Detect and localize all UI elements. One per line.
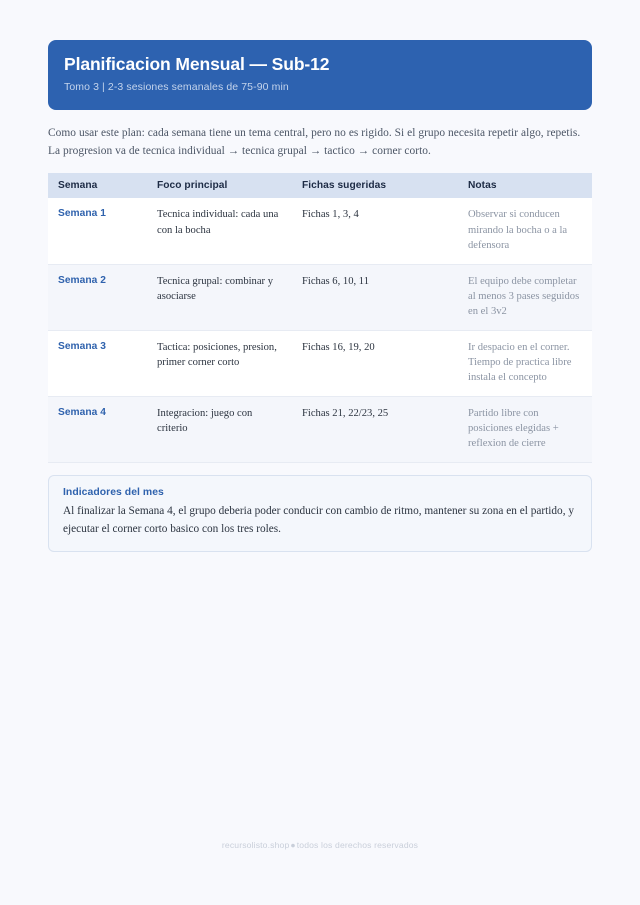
cell-foco: Tecnica individual: cada una con la bocha: [147, 198, 292, 264]
monthly-plan-table: [48, 173, 592, 462]
indicators-callout: [48, 475, 592, 553]
table-row: [48, 198, 592, 264]
callout-body: Al finalizar la Semana 4, el grupo deberia poder conducir con cambio de ritmo, mantener su zona en el partido, y ejecutar el corner corto basico con los tres roles.: [63, 504, 574, 536]
cell-notas: Partido libre con posiciones elegidas + reflexion de cierre: [458, 396, 592, 462]
header-banner: [48, 40, 592, 110]
table-body: [48, 198, 592, 462]
footer-site: recursolisto.shop: [221, 840, 290, 850]
cell-fichas: Fichas 1, 3, 4: [292, 198, 458, 264]
cell-semana: Semana 1: [48, 198, 147, 264]
table-row: [48, 330, 592, 396]
cell-foco: Tactica: posiciones, presion, primer corner corto: [147, 330, 292, 396]
cell-notas: El equipo debe completar al menos 3 pases seguidos en el 3v2: [458, 264, 592, 330]
cell-foco: Tecnica grupal: combinar y asociarse: [147, 264, 292, 330]
table-header: [48, 173, 592, 198]
table-header-row: [48, 173, 592, 198]
table-row: [48, 396, 592, 462]
column-header-fichas: Fichas sugeridas: [292, 173, 458, 198]
column-header-foco: Foco principal: [147, 173, 292, 198]
footer-separator-dot: ●: [290, 840, 296, 850]
cell-notas: Observar si conducen mirando la bocha o a la defensora: [458, 198, 592, 264]
cell-semana: Semana 2: [48, 264, 147, 330]
callout-title: Indicadores del mes: [63, 486, 164, 498]
cell-semana: Semana 3: [48, 330, 147, 396]
column-header-notas: Notas: [458, 173, 592, 198]
intro-paragraph: Como usar este plan: cada semana tiene un tema central, pero no es rigido. Si el grupo necesita repetir algo, repetis. La progresion va de tecnica individual → tecnica grupal → tactico → corner corto.: [48, 126, 581, 157]
column-header-semana: Semana: [48, 173, 147, 198]
cell-semana: Semana 4: [48, 396, 147, 462]
page-subtitle: Tomo 3 | 2-3 sesiones semanales de 75-90 min: [64, 80, 289, 93]
table-row: [48, 264, 592, 330]
cell-fichas: Fichas 6, 10, 11: [292, 264, 458, 330]
footer-rights: todos los derechos reservados: [296, 840, 419, 850]
cell-foco: Integracion: juego con criterio: [147, 396, 292, 462]
page-title: Planificacion Mensual — Sub-12: [64, 54, 330, 74]
cell-fichas: Fichas 16, 19, 20: [292, 330, 458, 396]
page-footer: [0, 840, 640, 850]
cell-notas: Ir despacio en el corner. Tiempo de practica libre instala el concepto: [458, 330, 592, 396]
cell-fichas: Fichas 21, 22/23, 25: [292, 396, 458, 462]
